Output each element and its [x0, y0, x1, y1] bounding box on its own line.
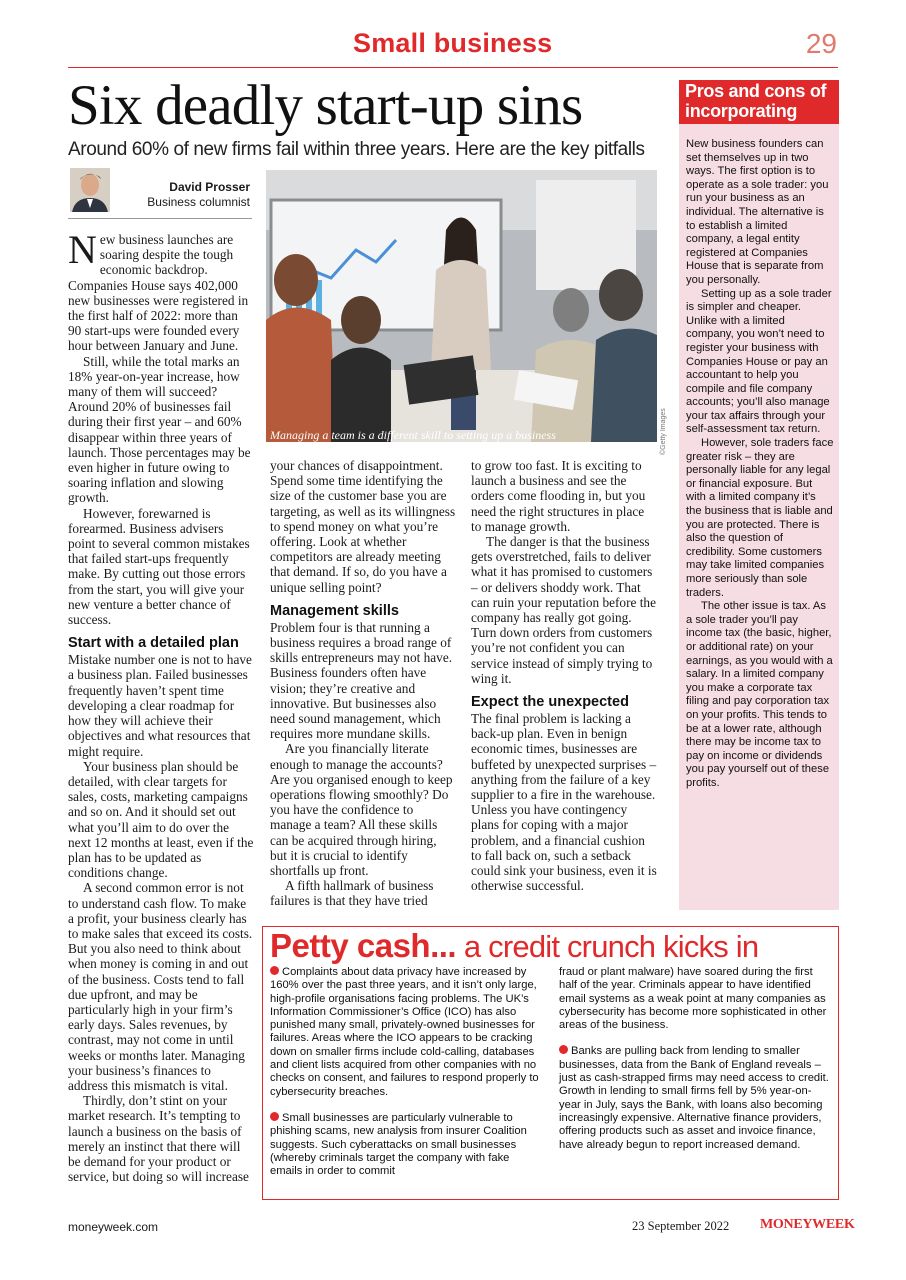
sidebar-title: Pros and cons of incorporating [679, 80, 839, 124]
article-column-2 [270, 458, 456, 909]
drop-cap: N [68, 227, 97, 272]
bullet-icon [559, 1045, 568, 1054]
subheading: Management skills [270, 602, 399, 619]
paragraph: Thirdly, don’t stint on your market research. It’s tempting to launch a business on the basis of merely an instinct that there will be demand for your product or service, but doing so will increase [68, 1093, 249, 1185]
paragraph: Setting up as a sole trader is simpler and cheaper. Unlike with a limited company, you won’t need to register your business with Companies House or pay an accountant to help you compile and file company accounts; you’ll also manage your tax affairs through your self-assessment tax return. [686, 287, 832, 436]
subheading: Start with a detailed plan [68, 635, 239, 652]
article-column-1 [68, 227, 254, 1185]
petty-cash-title-bold: Petty cash... [270, 927, 457, 964]
paragraph: New business founders can set themselves up in two ways. The first option is to operate as a sole trader: you run your business as an individual. The alternative is to establish a limited company, a legal entity registered at Companies House that is separate from you personally. [686, 138, 829, 286]
header-rule [68, 67, 838, 68]
paragraph: The other issue is tax. As a sole trader you’ll pay income tax (the basic, higher, or additional rate) on your earnings, as you would with a salary. In a limited company you make a corporate tax filing and pay corporation tax on your profits. This tends to be at a lower rate, although there may be income tax to pay on income or dividends you pay yourself out of these profits. [686, 600, 833, 789]
photo-credit: ©Getty Images [660, 408, 667, 455]
byline-rule [68, 218, 252, 219]
article-column-3 [471, 458, 657, 893]
author-avatar [70, 168, 110, 212]
paragraph: A second common error is not to understand cash flow. To make a profit, your business clearly has to make sales that exceed its costs. But you also need to think about when money is coming in and out of the business. Costs tend to fall due upfront, and may be particularly high in your firm’s early days. Sales revenues, by contrast, may not come in until weeks or months later. Managing your business’s finances to address this mismatch is vital. [68, 880, 253, 1093]
paragraph: However, forewarned is forearmed. Business advisers point to several common mistakes that failed start-ups frequently make. By cutting out those errors from the start, you will give your new venture a better chance of success. [68, 505, 250, 628]
paragraph: The final problem is lacking a back-up plan. Even in benign economic times, businesses are buffeted by unexpected surprises – anything from the failure of a key supplier to a fire in the warehouse. Unless you have contingency plans for coping with a major problem, and a financial cushion to fall back on, such a setback could sink your business, even it is otherwise successful. [471, 711, 657, 894]
moneyweek-logo: MONEYWEEK [760, 1217, 855, 1232]
paragraph: Your business plan should be detailed, with clear targets for sales, costs, marketing campaigns and so on. And it should set out what you’ll aim to do over the next 12 months at least, even if the plan has to be updated as conditions change. [68, 758, 254, 881]
paragraph: ew business launches are soaring despite the tough economic backdrop. Companies House says 402,000 new businesses were registered in the first half of 2022: more than 90 start-ups were founded every hour between January and June. [68, 232, 249, 354]
sidebar-body [686, 138, 834, 791]
paragraph: Problem four is that running a business requires a broad range of skills entrepreneurs may not have. Business founders often have vision; they’re creative and innovative. But businesses also need sound management, which requires more mundane skills. [270, 619, 453, 742]
list-item: Banks are pulling back from lending to smaller businesses, data from the Bank of England reveals – just as cash-strapped firms may need access to credit. Growth in lending to small firms fell by 5% year-on-year in July, says the Bank, with loans also becoming increasingly expensive. Alternative finance providers, offering products such as asset and invoice finance, have already begun to report increased demand. [559, 1045, 829, 1151]
petty-cash-column-1 [270, 966, 542, 1191]
footer-website: moneyweek.com [68, 1220, 159, 1234]
article-headline: Six deadly start-up sins [68, 74, 583, 137]
petty-cash-column-2 [559, 966, 831, 1165]
paragraph: The danger is that the business gets overstretched, fails to deliver what it has promised to customers – or delivers shoddy work. That can ruin your reputation before the company has really got going. Turn down orders from customers you’re not confident you can service instead of simply trying to wing it. [471, 534, 656, 686]
author-name: David Prosser [169, 180, 250, 194]
footer-date: 23 September 2022 [632, 1219, 730, 1233]
list-item: Small businesses are particularly vulnerable to phishing scams, new analysis from insurer Coalition suggests. Such cyberattacks on small businesses (whereby criminals target the company with fake emails in order to commit [270, 1111, 527, 1178]
paragraph: to grow too fast. It is exciting to launch a business and see the orders come flooding in, but you need the right structures in place to manage growth. [471, 458, 646, 534]
page-number: 29 [805, 28, 837, 59]
paragraph: your chances of disappointment. Spend some time identifying the size of the customer base you are targeting, as well as its willingness to spend money on what you’re offering. Look at whether competitors are already meeting that demand. If so, do you have a unique selling point? [270, 458, 456, 595]
paragraph: Mistake number one is not to have a business plan. Failed businesses frequently haven’t spent time developing a clear roadmap for how they will achieve their objectives and what resources that might require. [68, 652, 252, 759]
paragraph: Still, while the total marks an 18% year-on-year increase, how many of them will succeed? Around 20% of businesses fail during their first year – and 60% disappear within three years of launch. Those percentages may be even higher in future owing to soaring inflation and slowing growth. [68, 353, 251, 506]
bullet-icon [270, 966, 279, 975]
bullet-icon [270, 1112, 279, 1121]
petty-cash-title-light: a credit crunch kicks in [456, 929, 759, 964]
petty-cash-title [270, 927, 830, 965]
article-standfirst: Around 60% of new firms fail within three years. Here are the key pitfalls [68, 139, 645, 160]
paragraph: A fifth hallmark of business failures is that they have tried [270, 878, 434, 909]
photo-caption: Managing a team is a different skill to setting up a business [270, 428, 556, 442]
paragraph: However, sole traders face greater risk – they are personally liable for any legal or financial exposure. But with a limited company it’s the business that is liable and you are protected. There is also the question of credibility. Some customers may take limited companies more seriously than sole traders. [686, 437, 834, 599]
list-item: fraud or plant malware) have soared during the first half of the year. Criminals appear to have identified email systems as a weak point at many companies as cybersecurity has become more sophisticated in other areas of the business. [559, 966, 827, 1032]
subheading: Expect the unexpected [471, 694, 629, 711]
paragraph: Are you financially literate enough to manage the accounts? Are you organised enough to keep operations flowing smoothly? Do you have the confidence to manage a team? All these skills can be acquired through hiring, but it is crucial to identify shortfalls up front. [270, 741, 453, 879]
author-role: Business columnist [147, 195, 250, 209]
list-item: Complaints about data privacy have increased by 160% over the past three years, and it isn’t only large, high-profile organisations facing problems. The UK’s Information Commissioner’s Office (ICO) has also punished many small, privately-owned businesses for failures. Areas where the ICO appears to be cracking down on smaller firms include cold-calling, databases and client lists acquired from other companies with no checks on consent, and failures to respond properly to cybersecurity breaches. [270, 966, 539, 1098]
article-photo [266, 170, 657, 442]
section-title: Small business [353, 28, 553, 58]
